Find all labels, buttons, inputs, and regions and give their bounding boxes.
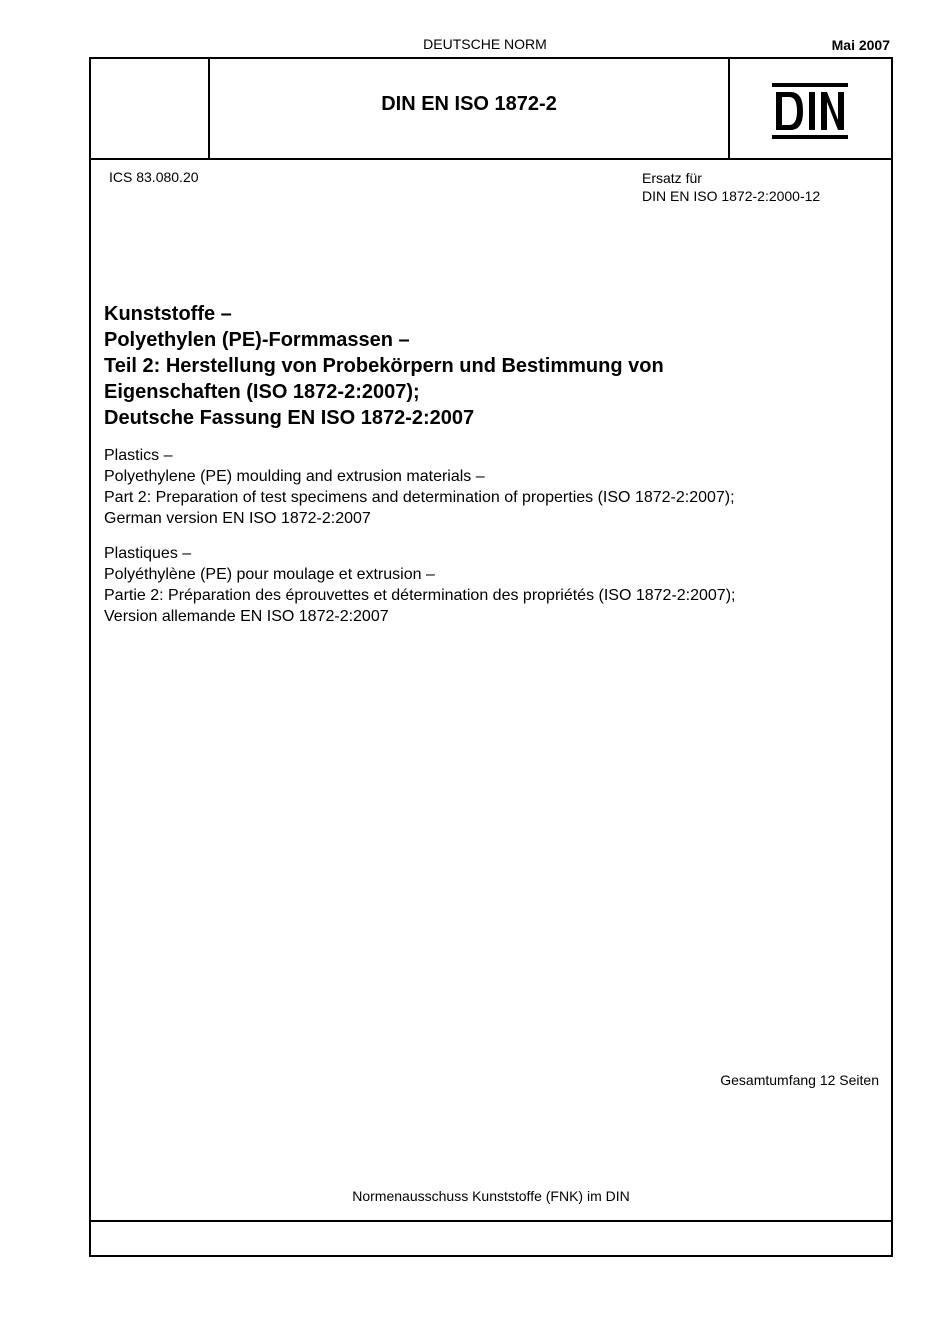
header-band — [91, 59, 891, 160]
header-cell-logo — [730, 59, 891, 158]
header-cell-center — [210, 59, 730, 158]
title-german — [104, 301, 874, 431]
footer-divider — [91, 1220, 891, 1222]
document-type-label: DEUTSCHE NORM — [423, 36, 547, 52]
title-line: Plastiques – — [104, 545, 192, 562]
title-line: Kunststoffe – — [104, 303, 232, 325]
title-line: Deutsche Fassung EN ISO 1872-2:2007 — [104, 407, 475, 429]
committee-name: Normenausschuss Kunststoffe (FNK) im DIN — [352, 1188, 630, 1204]
header-cell-left — [91, 59, 210, 158]
title-line: Eigenschaften (ISO 1872-2:2007); — [104, 381, 420, 403]
title-line: Polyéthylène (PE) pour moulage et extrusion – — [104, 566, 435, 583]
title-line: German version EN ISO 1872-2:2007 — [104, 510, 371, 527]
title-line: Version allemande EN ISO 1872-2:2007 — [104, 608, 389, 625]
replaces-block — [642, 169, 820, 205]
cover-frame — [89, 57, 893, 1257]
replaced-document: DIN EN ISO 1872-2:2000-12 — [642, 188, 821, 204]
title-line: Partie 2: Préparation des éprouvettes et détermination des propriétés (ISO 1872-2:2007); — [104, 587, 736, 604]
total-pages: Gesamtumfang 12 Seiten — [720, 1072, 879, 1088]
din-logo — [772, 83, 848, 139]
publication-date: Mai 2007 — [831, 37, 890, 53]
title-line: Teil 2: Herstellung von Probekörpern und Bestimmung von — [104, 355, 664, 377]
replaces-label: Ersatz für — [642, 170, 702, 186]
document-number: DIN EN ISO 1872-2 — [381, 93, 557, 115]
title-line: Polyethylene (PE) moulding and extrusion materials – — [104, 468, 485, 485]
title-line: Part 2: Preparation of test specimens and determination of properties (ISO 1872-2:2007); — [104, 489, 735, 506]
title-line: Plastics – — [104, 447, 173, 464]
title-english — [104, 445, 884, 529]
title-line: Polyethylen (PE)-Formmassen – — [104, 329, 410, 351]
title-french — [104, 543, 884, 627]
ics-code: ICS 83.080.20 — [109, 169, 199, 185]
